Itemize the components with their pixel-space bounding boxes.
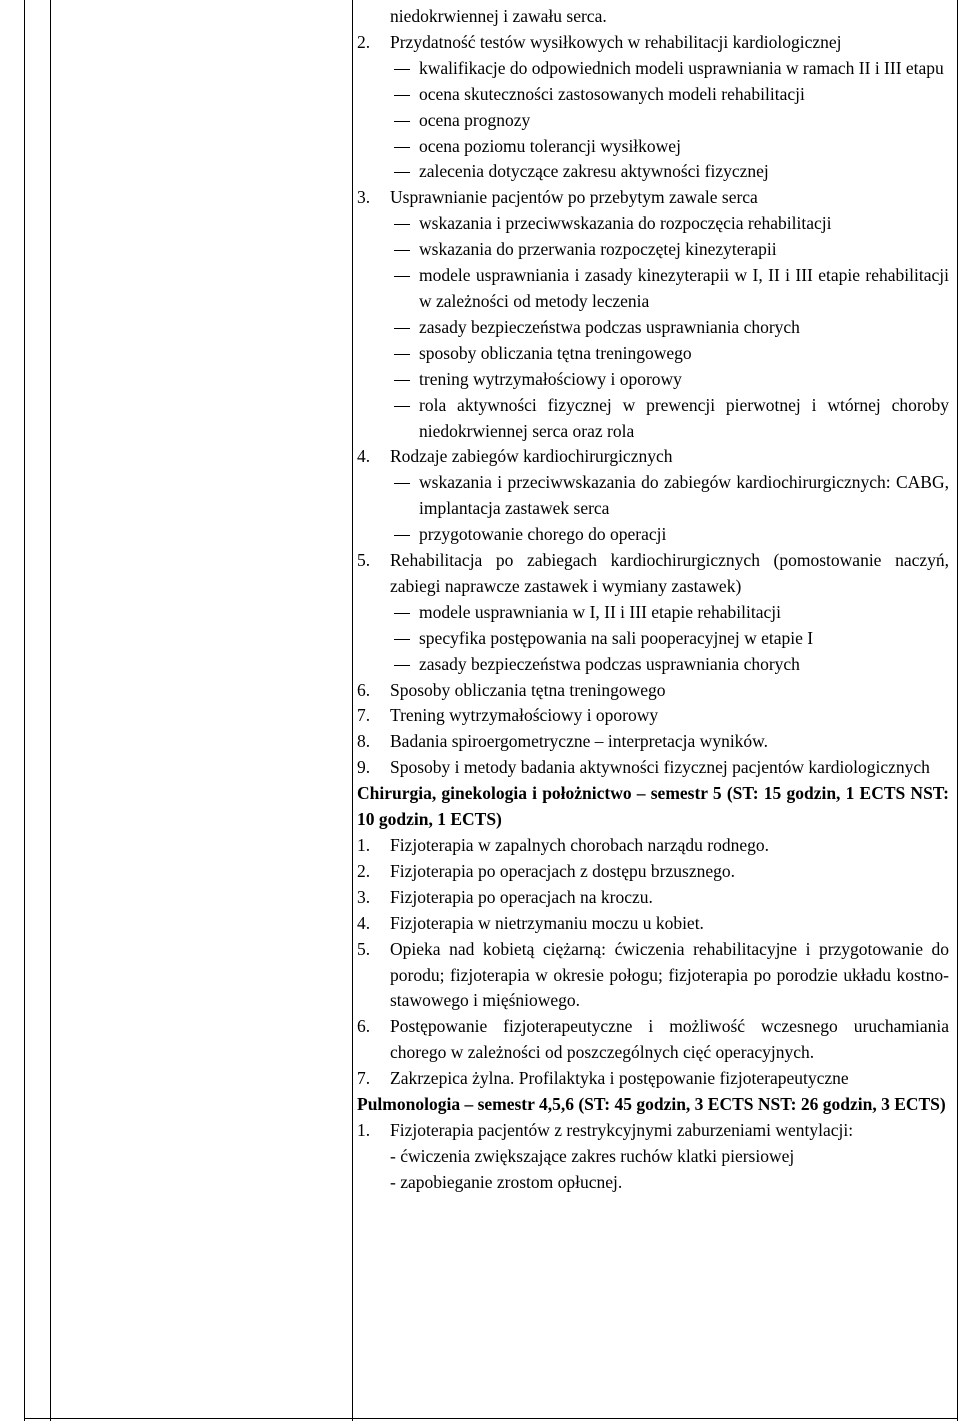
list-item (357, 911, 949, 937)
list-item (357, 729, 949, 755)
dash-bullet (390, 315, 419, 341)
dash-text: zalecenia dotyczące zakresu aktywności fizycznej (419, 161, 769, 182)
list-item (357, 548, 949, 600)
dash-item (390, 315, 949, 341)
dash-item (390, 393, 949, 445)
item-number: 7. (357, 1068, 371, 1089)
item-text: Fizjoterapia po operacjach z dostępu brzusznego. (390, 860, 736, 881)
dash-bullet (390, 393, 419, 445)
list-item (357, 185, 949, 211)
item-text: Usprawnianie pacjentów po przebytym zawale serca (390, 187, 758, 208)
item-number: 4. (357, 912, 371, 933)
dash-text: ocena skuteczności zastosowanych modeli rehabilitacji (419, 83, 805, 104)
syllabus-content (357, 4, 949, 1196)
dash-text: modele usprawniania i zasady kinezyterapii w I, II i III etapie rehabilitacji w zależności od metody leczenia (419, 265, 949, 311)
list-item (357, 30, 949, 56)
dash-bullet (390, 341, 419, 367)
item-number: 1. (357, 1119, 371, 1140)
dash-item (390, 341, 949, 367)
table-border-col2 (352, 0, 353, 1421)
list-item (357, 859, 949, 885)
item-text: Zakrzepica żylna. Profilaktyka i postępowanie fizjoterapeutyczne (390, 1068, 849, 1089)
text-line: niedokrwiennej i zawału serca. (390, 6, 607, 26)
dash-bullet (390, 600, 419, 626)
dash-bullet (390, 263, 419, 315)
item-number: 8. (357, 731, 371, 752)
item-text: Fizjoterapia w zapalnych chorobach narządu rodnego. (390, 835, 770, 855)
dash-bullet (390, 470, 419, 522)
dash-item (390, 263, 949, 315)
dash-item (390, 56, 949, 82)
dash-text: trening wytrzymałościowy i oporowy (419, 368, 682, 389)
item-number: 3. (357, 187, 371, 208)
dash-bullet (390, 82, 419, 108)
item-text: Fizjoterapia po operacjach na kroczu. (390, 886, 653, 907)
dash-item (390, 108, 949, 134)
dash-item (390, 134, 949, 160)
dash-item (390, 470, 949, 522)
dash-bullet (390, 367, 419, 393)
dash-item (390, 652, 949, 678)
table-border-bottom (24, 1418, 957, 1419)
dash-item (390, 522, 949, 548)
item-text: Sposoby obliczania tętna treningowego (390, 679, 666, 700)
item-text: Przydatność testów wysiłkowych w rehabilitacji kardiologicznej (390, 31, 842, 52)
item-number: 9. (357, 757, 371, 778)
list-item (357, 885, 949, 911)
dash-text: specyfika postępowania na sali pooperacyjnej w etapie I (419, 627, 814, 648)
list-item (357, 1118, 949, 1144)
dash-bullet (390, 211, 419, 237)
item-text: Opieka nad kobietą ciężarną: ćwiczenia rehabilitacyjne i przygotowanie do porodu; fizjoterapia w okresie połogu; fizjoterapia po porodzie układu kostno-stawowego i mięśniowego. (390, 938, 949, 1011)
dash-text: kwalifikacje do odpowiednich modeli usprawniania w ramach II i III etapu (419, 57, 944, 78)
dash-item (390, 211, 949, 237)
list-item (357, 678, 949, 704)
table-border-right (957, 0, 958, 1421)
dash-text: ocena prognozy (419, 109, 531, 130)
item-number: 2. (357, 31, 371, 52)
item-text: Sposoby i metody badania aktywności fizycznej pacjentów kardiologicznych (390, 757, 930, 778)
section-heading-chirurgia: Chirurgia, ginekologia i położnictwo – semestr 5 (ST: 15 godzin, 1 ECTS NST: 10 godzin, 1 ECTS) (357, 783, 949, 830)
item-text: Postępowanie fizjoterapeutyczne i możliwość wczesnego uruchamiania chorego w zależności od poszczególnych cięć operacyjnych. (390, 1016, 949, 1063)
item-text: Rehabilitacja po zabiegach kardiochirurgicznych (pomostowanie naczyń, zabiegi naprawcze zastawek i wymiany zastawek) (390, 550, 949, 596)
list-item (357, 703, 949, 729)
dash-bullet (390, 56, 419, 82)
dash-text: modele usprawniania w I, II i III etapie rehabilitacji (419, 601, 781, 622)
dash-text: zasady bezpieczeństwa podczas usprawniania chorych (419, 316, 800, 337)
dash-bullet (390, 159, 419, 185)
sub-item: - ćwiczenia zwiększające zakres ruchów klatki piersiowej (390, 1145, 795, 1166)
item-number: 2. (357, 860, 371, 881)
dash-item (390, 82, 949, 108)
item-text: Fizjoterapia w nietrzymaniu moczu u kobiet. (390, 912, 704, 933)
dash-bullet (390, 626, 419, 652)
dash-text: wskazania i przeciwwskazania do rozpoczęcia rehabilitacji (419, 213, 832, 234)
item-number: 5. (357, 550, 371, 571)
list-item (357, 1014, 949, 1066)
dash-item (390, 600, 949, 626)
dash-item (390, 237, 949, 263)
dash-bullet (390, 652, 419, 678)
dash-bullet (390, 134, 419, 160)
dash-text: wskazania i przeciwwskazania do zabiegów kardiochirurgicznych: CABG, implantacja zastawek serca (419, 472, 949, 519)
dash-text: rola aktywności fizycznej w prewencji pierwotnej i wtórnej choroby niedokrwiennej serca oraz rola (419, 394, 949, 441)
dash-text: przygotowanie chorego do operacji (419, 524, 667, 545)
list-item (357, 444, 949, 470)
section-heading-pulmonologia: Pulmonologia – semestr 4,5,6 (ST: 45 godzin, 3 ECTS NST: 26 godzin, 3 ECTS) (357, 1094, 946, 1115)
sub-item: - zapobieganie zrostom opłucnej. (390, 1171, 623, 1192)
dash-text: wskazania do przerwania rozpoczętej kinezyterapii (419, 239, 777, 260)
list-item (357, 833, 949, 859)
item-number: 5. (357, 938, 371, 959)
item-text: Badania spiroergometryczne – interpretacja wyników. (390, 731, 769, 752)
list-item (357, 1066, 949, 1092)
dash-item (390, 626, 949, 652)
item-number: 1. (357, 835, 371, 855)
item-number: 4. (357, 446, 371, 467)
item-text: Fizjoterapia pacjentów z restrykcyjnymi zaburzeniami wentylacji: (390, 1119, 854, 1140)
dash-bullet (390, 237, 419, 263)
dash-text: zasady bezpieczeństwa podczas usprawniania chorych (419, 653, 800, 674)
item-number: 6. (357, 1016, 371, 1037)
dash-item (390, 367, 949, 393)
dash-item (390, 159, 949, 185)
list-item (357, 755, 949, 781)
dash-text: sposoby obliczania tętna treningowego (419, 342, 692, 363)
dash-text: ocena poziomu tolerancji wysiłkowej (419, 135, 681, 156)
item-number: 6. (357, 679, 371, 700)
list-item (357, 937, 949, 1015)
item-number: 7. (357, 705, 371, 726)
dash-bullet (390, 522, 419, 548)
item-text: Rodzaje zabiegów kardiochirurgicznych (390, 446, 673, 467)
item-text: Trening wytrzymałościowy i oporowy (390, 705, 659, 726)
item-number: 3. (357, 886, 371, 907)
dash-bullet (390, 108, 419, 134)
table-border-col1 (50, 0, 51, 1421)
table-border-left (24, 0, 25, 1421)
